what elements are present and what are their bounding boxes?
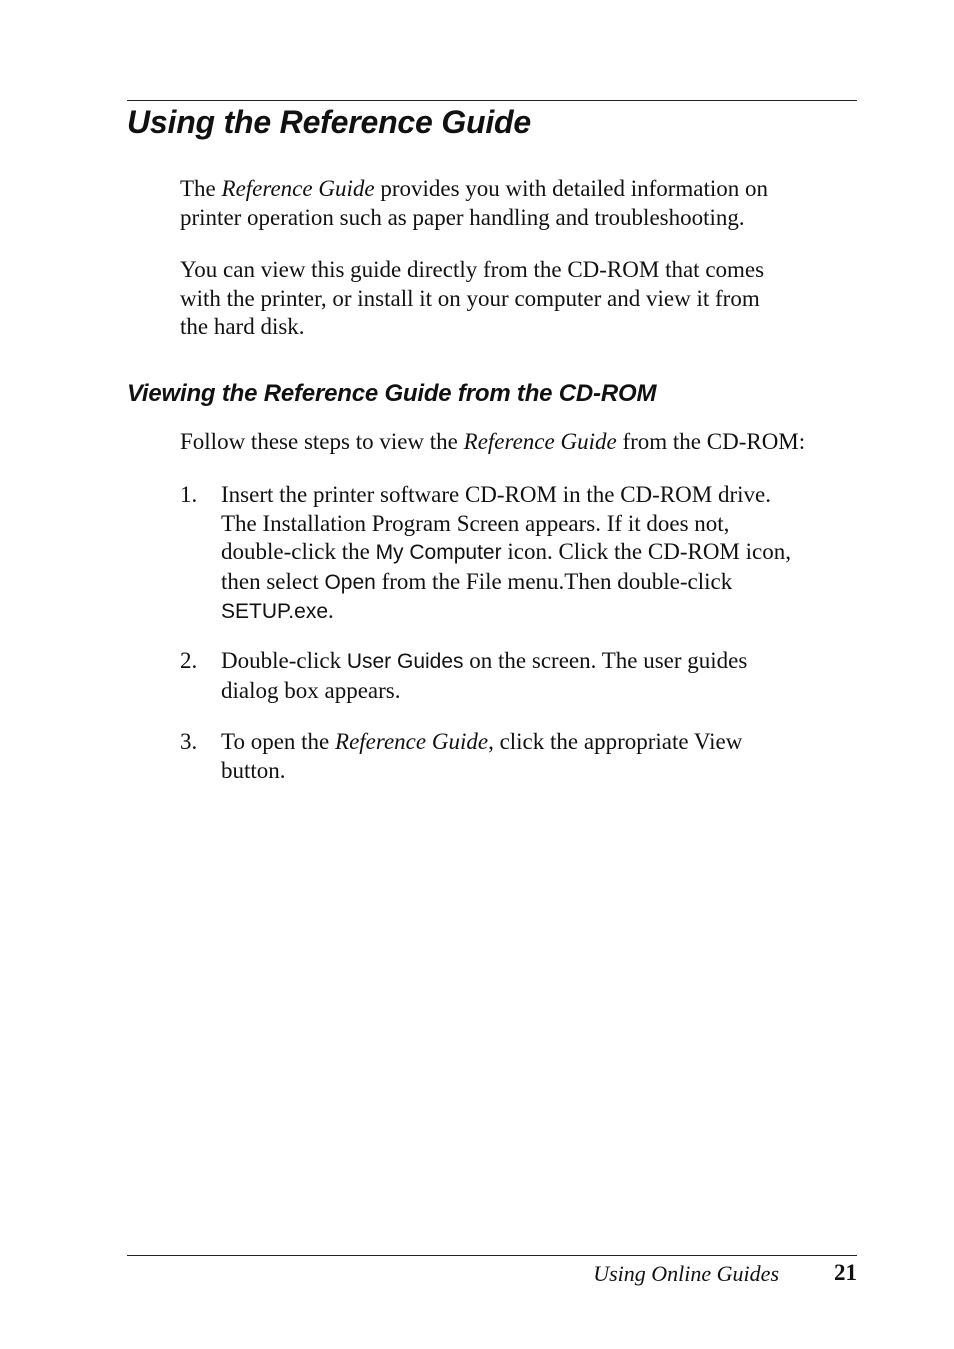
page-heading: Using the Reference Guide	[127, 104, 531, 140]
step-line: Insert the printer software CD-ROM in the CD-ROM drive.	[221, 482, 771, 507]
text-run: from the File menu.Then double-click	[375, 568, 733, 594]
step-line: dialog box appears.	[221, 677, 401, 703]
step-line	[221, 568, 861, 598]
lead-paragraph	[180, 428, 860, 457]
open-command-label: Open	[324, 570, 376, 594]
step-text	[221, 728, 861, 785]
footer-section-title: Using Online Guides	[593, 1261, 779, 1286]
footer-rule	[127, 1255, 857, 1256]
text-run: Follow these steps to view the	[180, 429, 464, 454]
intro-paragraph-2	[180, 256, 860, 342]
intro-paragraph-1	[180, 175, 860, 232]
text-run: then select	[221, 568, 325, 594]
intro-paragraph-2-line-2: with the printer, or install it on your computer and view it from	[180, 285, 760, 311]
text-run: double-click the	[221, 539, 376, 564]
text-run: The	[180, 176, 222, 201]
step-line	[221, 538, 861, 568]
text-run: from the CD-ROM:	[616, 429, 806, 454]
page-number: 21	[834, 1260, 857, 1285]
step-line: button.	[221, 757, 286, 783]
text-run: , click the appropriate View	[488, 729, 743, 754]
setup-exe-label: SETUP.exe	[221, 600, 328, 623]
step-text	[221, 647, 861, 705]
intro-paragraph-1-line-2: printer operation such as paper handling and troubleshooting.	[180, 204, 745, 230]
reference-guide-title: Reference Guide	[463, 429, 617, 454]
step-number: 3.	[180, 729, 198, 754]
reference-guide-title: Reference Guide	[335, 729, 489, 754]
text-run: on the screen. The user guides	[463, 648, 748, 673]
step-text	[221, 481, 861, 627]
text-run: provides you with detailed information on	[374, 176, 769, 201]
user-guides-label: User Guides	[346, 650, 464, 673]
intro-paragraph-2-line-1: You can view this guide directly from the CD-ROM that comes	[180, 257, 765, 282]
step-line: The Installation Program Screen appears. If it does not,	[221, 510, 730, 536]
step-line	[221, 647, 861, 677]
my-computer-label: My Computer	[375, 541, 502, 564]
text-run: icon. Click the CD-ROM icon,	[501, 539, 791, 564]
step-number: 2.	[180, 648, 198, 673]
reference-guide-title: Reference Guide	[221, 176, 375, 201]
step-number: 1.	[180, 482, 198, 507]
section-subheading: Viewing the Reference Guide from the CD-ROM	[127, 380, 657, 407]
intro-paragraph-1-line-1	[180, 175, 860, 204]
text-run: .	[328, 598, 334, 623]
lead-line	[180, 428, 860, 457]
text-run: Double-click	[221, 648, 347, 673]
step-line	[221, 728, 861, 757]
step-line	[221, 597, 861, 627]
text-run: To open the	[221, 729, 336, 754]
intro-paragraph-2-line-3: the hard disk.	[180, 314, 305, 339]
